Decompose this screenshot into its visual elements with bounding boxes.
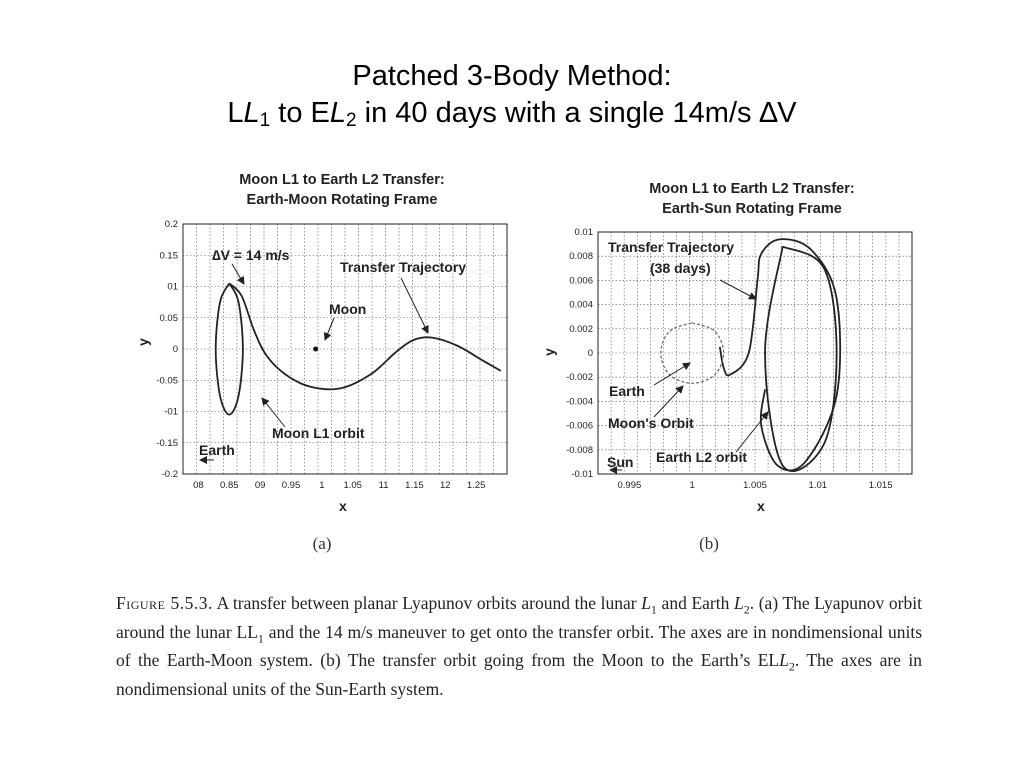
annot-b-moonorbit: Moon's Orbit <box>608 415 694 431</box>
caption-sub4: 2 <box>788 659 795 674</box>
y-tick-a-2: 01 <box>167 281 178 293</box>
y-tick-b-0: 0.01 <box>574 227 593 238</box>
panel-b-title: Moon L1 to Earth L2 Transfer: <box>649 181 855 197</box>
x-tick-a-8: 12 <box>439 480 451 491</box>
y-tick-b-4: 0.002 <box>569 323 593 335</box>
title-l2-sub: 2 <box>346 110 357 131</box>
caption-figure-label: Figure 5.5.3. <box>116 593 213 613</box>
x-tick-b-1: 1 <box>689 480 695 491</box>
y-tick-a-7: -0.15 <box>156 437 178 449</box>
x-tick-a-5: 1.05 <box>343 480 362 491</box>
y-tick-a-4: 0 <box>172 344 178 355</box>
x-tick-a-0: 08 <box>193 480 204 491</box>
point-a-0 <box>313 347 318 352</box>
y-tick-b-3: 0.004 <box>569 299 593 311</box>
arrow-a-l1orbit <box>262 398 285 427</box>
y-tick-a-1: 0.15 <box>159 250 178 262</box>
y-tick-a-0: 0.2 <box>164 219 178 230</box>
title-l1-a: L <box>227 97 244 129</box>
y-tick-a-6: -01 <box>164 406 178 418</box>
x-tick-a-1: 0.85 <box>220 480 239 491</box>
y-tick-a-5: -0.05 <box>156 375 178 387</box>
y-tick-b-10: -0.01 <box>571 469 593 480</box>
title-l1-sub: 1 <box>259 110 271 131</box>
y-tick-b-7: -0.004 <box>566 396 593 408</box>
x-tick-a-3: 0.95 <box>281 480 301 491</box>
caption-sub1: 1 <box>650 602 657 617</box>
title-l1-b: L <box>243 97 260 129</box>
panel-a-xlabel: x <box>339 498 347 514</box>
slide-title-line1: Patched 3-Body Method: <box>352 60 672 92</box>
series-b-0 <box>720 239 840 470</box>
x-tick-a-4: 1 <box>319 480 325 491</box>
y-tick-b-6: -0.002 <box>566 372 593 384</box>
annot-b-days: (38 days) <box>650 260 711 276</box>
y-tick-a-8: -0.2 <box>161 469 178 480</box>
annot-b-l2orbit: Earth L2 orbit <box>656 449 748 465</box>
caption-and-earth: and Earth <box>656 593 734 613</box>
arrow-a-moon <box>325 318 334 340</box>
title-l2-b: L <box>329 97 346 129</box>
caption-sub3: 1 <box>257 631 264 645</box>
caption-p1: A transfer between planar Lyapunov orbits around the lunar <box>216 593 642 613</box>
annot-a-earth: Earth <box>199 442 235 458</box>
panel-b-label: (b) <box>699 534 719 553</box>
panel-a-label: (a) <box>312 534 332 553</box>
caption-l3: L <box>779 650 789 670</box>
annot-b-transfer: Transfer Trajectory <box>608 239 735 255</box>
x-tick-b-4: 1.015 <box>868 480 893 491</box>
caption-l2: L <box>733 593 744 613</box>
annot-a-l1orbit: Moon L1 orbit <box>272 425 365 441</box>
arrow-a-deltav <box>232 264 244 284</box>
x-tick-b-0: 0.995 <box>617 480 642 491</box>
caption-p2: . (a) The Lyapunov orbit around the lunar LL <box>116 593 922 642</box>
panel-a-ylabel: y <box>135 338 151 346</box>
arrow-b-transfer <box>720 280 756 299</box>
panel-b-subtitle: Earth-Sun Rotating Frame <box>662 201 842 217</box>
caption-p4: . The axes are in nondimensional units of the Sun-Earth system. <box>116 650 922 699</box>
panel-a-title: Moon L1 to Earth L2 Transfer: <box>239 172 445 188</box>
caption-l1: L <box>641 593 651 613</box>
x-tick-a-6: 11 <box>378 480 389 491</box>
title-to: to E <box>278 97 330 129</box>
panel-a-subtitle: Earth-Moon Rotating Frame <box>246 192 438 208</box>
arrow-b-earth <box>654 363 690 385</box>
x-tick-b-2: 1.005 <box>743 480 767 491</box>
x-tick-a-2: 09 <box>254 480 266 491</box>
x-tick-b-3: 1.01 <box>808 480 828 491</box>
y-tick-b-2: 0.006 <box>569 275 593 287</box>
caption-sub2: 2 <box>743 602 750 617</box>
x-tick-a-7: 1.15 <box>405 480 424 491</box>
x-tick-a-9: 1.25 <box>466 480 486 491</box>
figure-caption <box>116 589 922 703</box>
panel-b-xlabel: x <box>757 498 765 514</box>
annot-a-deltav: ∆V = 14 m/s <box>212 247 290 263</box>
annot-b-earth: Earth <box>609 383 645 399</box>
series-a-0 <box>229 283 501 389</box>
y-tick-b-1: 0.008 <box>569 251 593 263</box>
annot-b-sun: Sun <box>607 454 634 470</box>
caption-p3: and the 14 m/s maneuver to get onto the transfer orbit. The axes are in nondimensional units of the Earth-Moon system. (b) The transfer orbit going from the Moon to the Earth’s EL <box>116 621 923 670</box>
y-tick-b-5: 0 <box>587 348 593 359</box>
annot-a-transfer: Transfer Trajectory <box>340 259 467 275</box>
title-rest: in 40 days with a single 14m/s ∆V <box>364 97 797 129</box>
annot-a-moon: Moon <box>329 301 367 317</box>
y-tick-a-3: 0.05 <box>159 312 178 324</box>
panel-b-ylabel: y <box>541 348 557 356</box>
y-tick-b-9: -0.008 <box>566 444 593 456</box>
y-tick-b-8: -0.006 <box>566 420 593 432</box>
